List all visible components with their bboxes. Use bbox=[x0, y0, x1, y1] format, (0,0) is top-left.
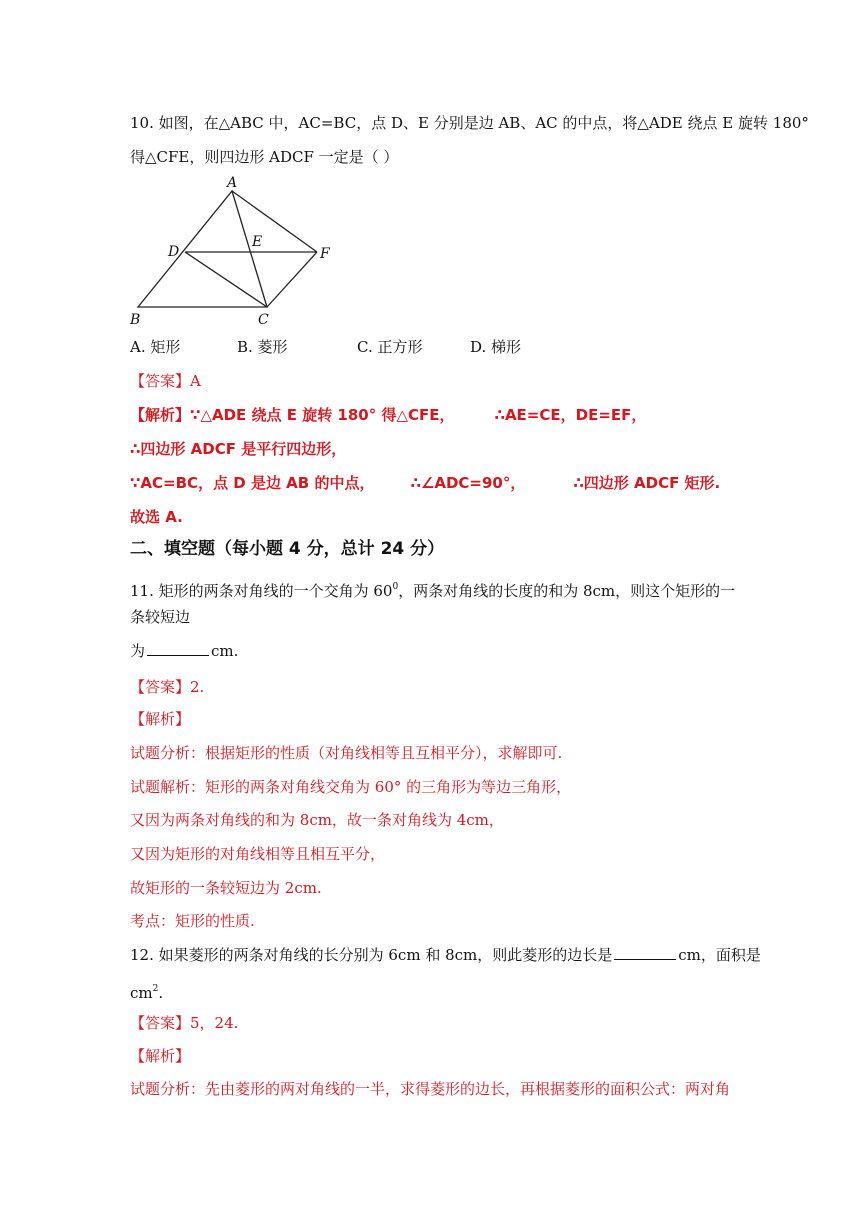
q11-line1 bbox=[130, 576, 735, 602]
analysis-text: ∵△ADE 绕点 E 旋转 180° 得△CFE， bbox=[190, 406, 455, 424]
q11-analysis-5: 故矩形的一条较短边为 2cm. bbox=[130, 879, 322, 897]
q11-line2: 条较短边 bbox=[130, 608, 191, 626]
q10-line2: 得△CFE，则四边形 ADCF 一定是（ ） bbox=[130, 148, 399, 166]
answer-blank[interactable] bbox=[147, 641, 209, 656]
label-e: E bbox=[252, 234, 263, 250]
option-b: B. 菱形 bbox=[237, 338, 288, 356]
analysis-text: ∴∠ADC=90°， bbox=[410, 474, 526, 492]
label-d: D bbox=[168, 244, 180, 260]
q11-analysis-6: 考点：矩形的性质. bbox=[130, 912, 255, 930]
triangle-abc bbox=[138, 191, 267, 307]
label-c: C bbox=[258, 312, 269, 328]
q11-analysis-tag: 【解析】 bbox=[130, 710, 191, 728]
option-d: D. 梯形 bbox=[470, 338, 522, 356]
q12-line2 bbox=[130, 978, 163, 1004]
q10-answer: 【答案】A bbox=[130, 372, 201, 390]
q11-text: 11. 矩形的两条对角线的一个交角为 60 bbox=[130, 582, 393, 600]
q11-text: ，两条对角线的长度的和为 8cm，则这个矩形的一 bbox=[398, 582, 736, 600]
q12-analysis-1: 试题分析：先由菱形的两对角线的一半，求得菱形的边长，再根据菱形的面积公式：两对角 bbox=[130, 1080, 731, 1098]
option-a: A. 矩形 bbox=[130, 338, 181, 356]
q11-analysis-1: 试题分析：根据矩形的性质（对角线相等且互相平分），求解即可. bbox=[130, 744, 563, 762]
q11-analysis-2: 试题解析：矩形的两条对角线交角为 60° 的三角形为等边三角形， bbox=[130, 778, 572, 796]
q10-analysis-line3 bbox=[130, 472, 720, 494]
q10-options bbox=[130, 336, 550, 358]
analysis-text: ∴四边形 ADCF 矩形. bbox=[573, 474, 721, 492]
q11-analysis-4: 又因为矩形的对角线相等且相互平分， bbox=[130, 845, 386, 863]
analysis-text: ∴AE=CE，DE=EF， bbox=[494, 406, 647, 424]
segment-af bbox=[232, 191, 317, 252]
q12-superscript: 2 bbox=[152, 984, 159, 994]
label-f: F bbox=[320, 246, 330, 262]
option-c: C. 正方形 bbox=[357, 338, 423, 356]
q11-answer: 【答案】2. bbox=[130, 678, 205, 696]
q10-analysis-line4: 故选 A. bbox=[130, 508, 183, 526]
analysis-text: ∵AC=BC，点 D 是边 AB 的中点， bbox=[130, 474, 375, 492]
q12-text: cm，面积是 bbox=[678, 946, 761, 964]
segment-cf bbox=[267, 252, 317, 307]
q11-text: 为 bbox=[130, 642, 146, 660]
label-a: A bbox=[227, 175, 238, 191]
q12-text: 12. 如果菱形的两条对角线的长分别为 6cm 和 8cm，则此菱形的边长是 bbox=[130, 946, 613, 964]
answer-blank[interactable] bbox=[614, 945, 676, 960]
segment-dc bbox=[185, 252, 267, 307]
analysis-tag: 【解析】 bbox=[130, 406, 191, 424]
q10-analysis-line1 bbox=[130, 404, 646, 426]
q10-analysis-line2: ∴四边形 ADCF 是平行四边形， bbox=[130, 440, 347, 458]
q12-answer: 【答案】5，24. bbox=[130, 1014, 239, 1032]
q12-analysis-tag: 【解析】 bbox=[130, 1047, 191, 1065]
geometry-figure bbox=[128, 174, 363, 332]
q10-line1: 10. 如图，在△ABC 中，AC=BC，点 D、E 分别是边 AB、AC 的中点，将△ADE 绕点 E 旋转 180° bbox=[130, 114, 809, 132]
q11-analysis-3: 又因为两条对角线的和为 8cm，故一条对角线为 4cm， bbox=[130, 811, 504, 829]
q11-text: cm. bbox=[211, 642, 239, 660]
q12-text: cm bbox=[130, 984, 153, 1002]
section-heading: 二、填空题（每小题 4 分，总计 24 分） bbox=[130, 539, 445, 559]
q11-superscript: 0 bbox=[392, 582, 399, 592]
q12-text: . bbox=[158, 984, 164, 1002]
q12-line1 bbox=[130, 944, 761, 966]
q11-line3 bbox=[130, 640, 238, 662]
label-b: B bbox=[130, 312, 141, 328]
